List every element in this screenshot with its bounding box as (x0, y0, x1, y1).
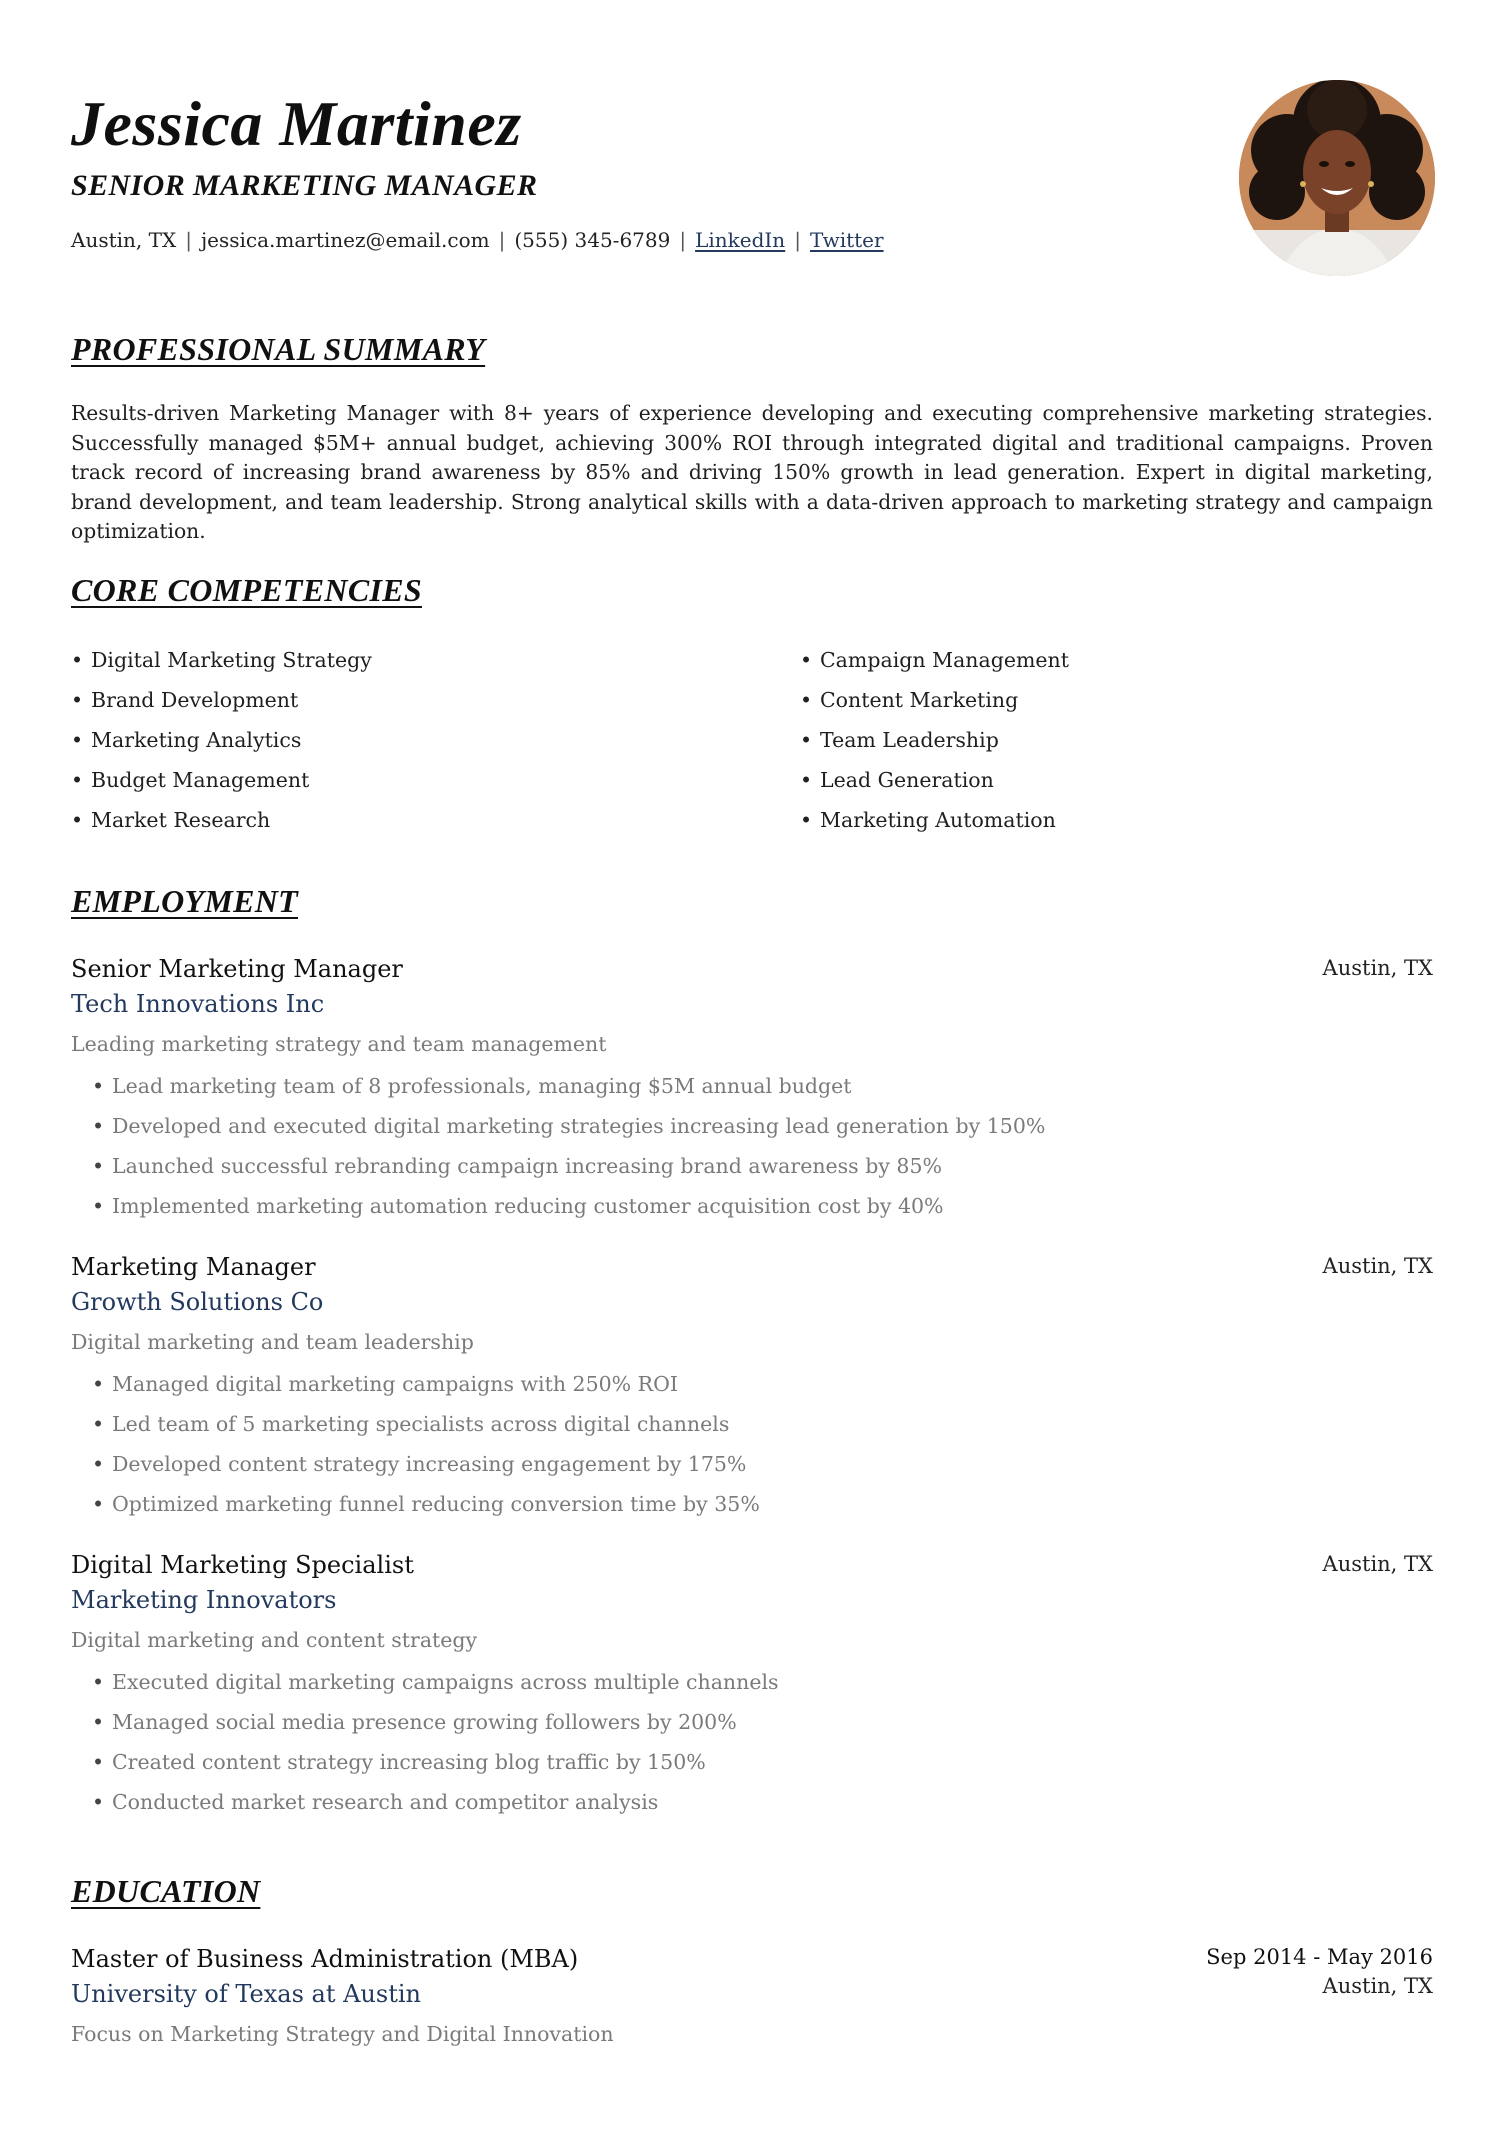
job-title: Digital Marketing Specialist (71, 1551, 414, 1579)
job-company: Tech Innovations Inc (71, 990, 325, 1018)
job-location: Austin, TX (1322, 1254, 1433, 1278)
section-heading-competencies: CORE COMPETENCIES (71, 572, 422, 608)
job-description: Leading marketing strategy and team management (71, 1032, 607, 1056)
profile-photo (1239, 80, 1435, 276)
job-bullets (92, 1364, 760, 1524)
section-heading-employment: EMPLOYMENT (71, 883, 298, 919)
competency-item: • Marketing Analytics (71, 720, 372, 760)
profile-photo-image (1239, 80, 1435, 276)
candidate-title: SENIOR MARKETING MANAGER (71, 169, 538, 202)
competencies-list-left (71, 640, 372, 840)
job-bullet: • Developed content strategy increasing engagement by 175% (92, 1444, 760, 1484)
separator: | (185, 228, 192, 252)
contact-phone: (555) 345-6789 (514, 228, 671, 252)
education-focus: Focus on Marketing Strategy and Digital Innovation (71, 2022, 614, 2046)
job-title: Senior Marketing Manager (71, 955, 403, 983)
job-bullet: • Managed digital marketing campaigns with 250% ROI (92, 1364, 760, 1404)
candidate-name: Jessica Martinez (71, 88, 522, 159)
contact-email: jessica.martinez@email.com (200, 228, 490, 252)
section-heading-summary: PROFESSIONAL SUMMARY (71, 331, 486, 367)
summary-text: Results-driven Marketing Manager with 8+ years of experience developing and executing comprehensive marketing strategies. Successfully managed $5M+ annual budget, achieving 300% ROI through integrated digital and traditional campaigns. Proven track record of increasing brand awareness by 85% and driving 150% growth in lead generation. Expert in digital marketing, brand development, and team leadership. Strong analytical skills with a data-driven approach to marketing strategy and campaign optimization. (71, 401, 1433, 543)
education-degree: Master of Business Administration (MBA) (71, 1945, 579, 1973)
job-bullet: • Created content strategy increasing blog traffic by 150% (92, 1742, 779, 1782)
competency-item: • Campaign Management (800, 640, 1069, 680)
job-location: Austin, TX (1322, 1552, 1433, 1576)
competency-item: • Lead Generation (800, 760, 1069, 800)
separator: | (679, 228, 687, 252)
job-bullet: • Optimized marketing funnel reducing conversion time by 35% (92, 1484, 760, 1524)
job-bullet: • Led team of 5 marketing specialists across digital channels (92, 1404, 760, 1444)
competency-item: • Digital Marketing Strategy (71, 640, 372, 680)
job-bullet: • Developed and executed digital marketing strategies increasing lead generation by 150% (92, 1106, 1045, 1146)
twitter-link[interactable]: Twitter (809, 228, 884, 252)
competency-item: • Market Research (71, 800, 372, 840)
linkedin-link[interactable]: LinkedIn (695, 228, 786, 252)
job-description: Digital marketing and team leadership (71, 1330, 474, 1354)
separator: | (498, 228, 506, 252)
education-school: University of Texas at Austin (71, 1980, 421, 2008)
job-bullet: • Implemented marketing automation reducing customer acquisition cost by 40% (92, 1186, 1045, 1226)
separator: | (794, 228, 801, 252)
education-location: Austin, TX (1322, 1974, 1433, 1998)
section-heading-education: EDUCATION (71, 1873, 261, 1909)
job-title: Marketing Manager (71, 1253, 316, 1281)
job-bullet: • Launched successful rebranding campaign increasing brand awareness by 85% (92, 1146, 1045, 1186)
education-dates: Sep 2014 - May 2016 (1206, 1945, 1433, 1969)
competencies-list-right (800, 640, 1069, 840)
competency-item: • Brand Development (71, 680, 372, 720)
job-bullets (92, 1662, 779, 1822)
resume-page (71, 0, 1433, 2138)
contact-location: Austin, TX (71, 228, 177, 252)
job-description: Digital marketing and content strategy (71, 1628, 478, 1652)
contact-line (71, 225, 884, 255)
competency-item: • Team Leadership (800, 720, 1069, 760)
job-location: Austin, TX (1322, 956, 1433, 980)
competency-item: • Marketing Automation (800, 800, 1069, 840)
job-bullet: • Conducted market research and competitor analysis (92, 1782, 779, 1822)
job-bullets (92, 1066, 1045, 1226)
job-company: Marketing Innovators (71, 1586, 337, 1614)
competency-item: • Content Marketing (800, 680, 1069, 720)
job-company: Growth Solutions Co (71, 1288, 324, 1316)
job-bullet: • Lead marketing team of 8 professionals, managing $5M annual budget (92, 1066, 1045, 1106)
job-bullet: • Executed digital marketing campaigns across multiple channels (92, 1662, 779, 1702)
competency-item: • Budget Management (71, 760, 372, 800)
job-bullet: • Managed social media presence growing followers by 200% (92, 1702, 779, 1742)
